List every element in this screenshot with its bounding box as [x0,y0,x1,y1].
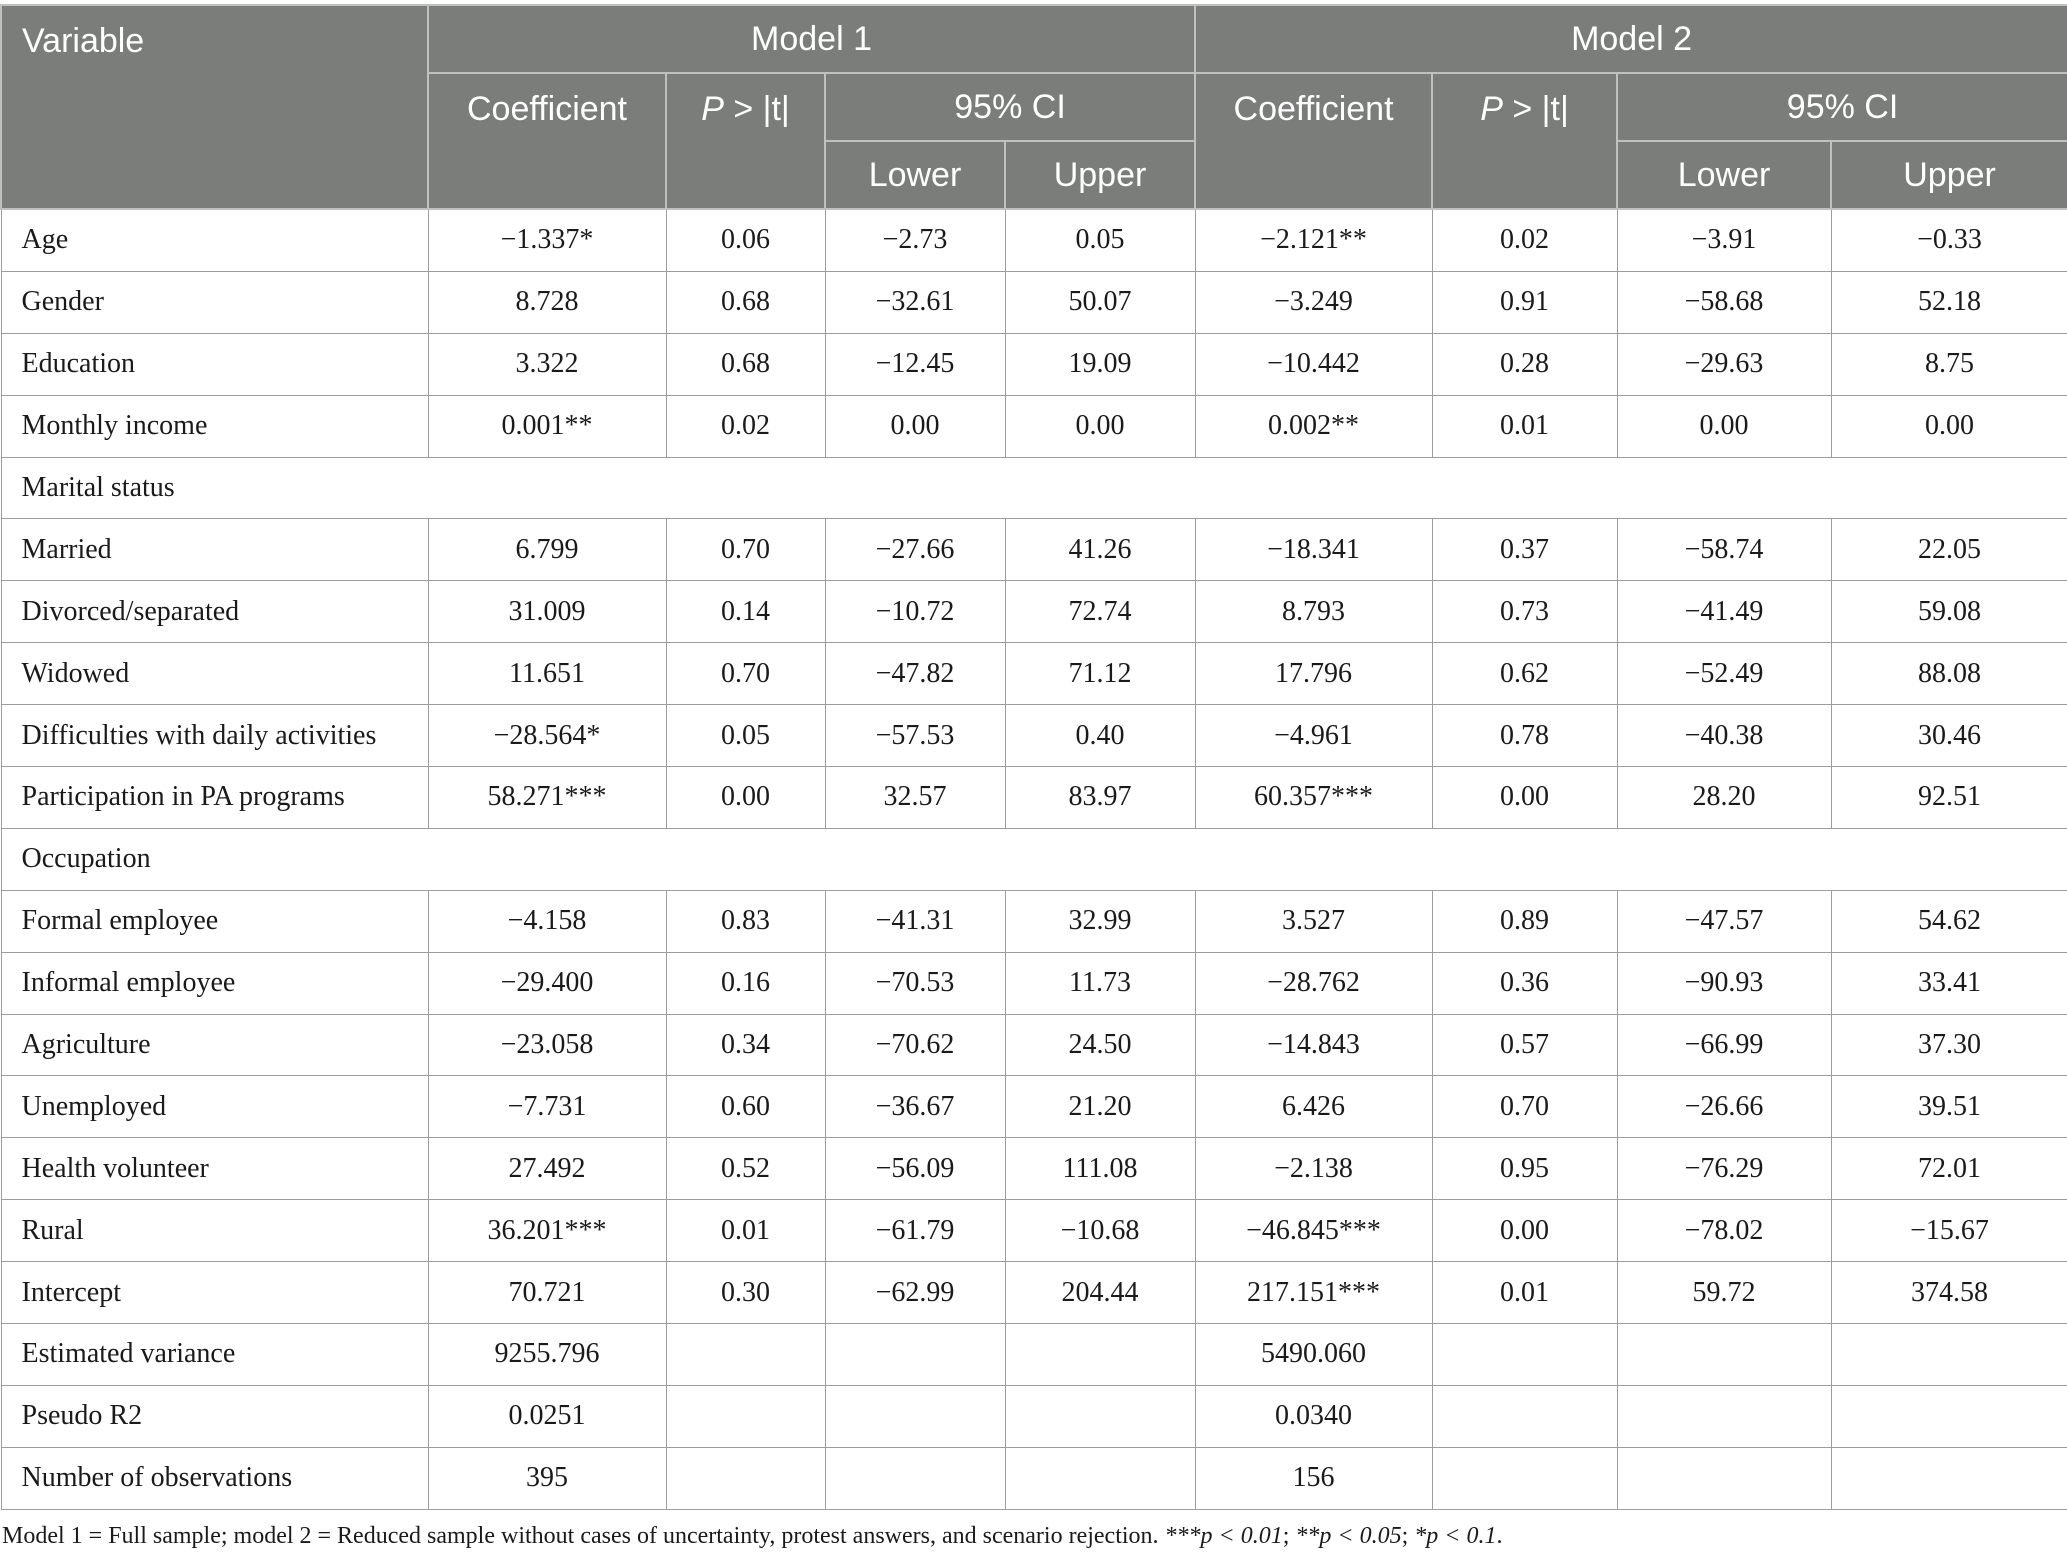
table-cell: 36.201*** [428,1200,666,1262]
table-row [1,1262,2067,1324]
table-cell [825,1447,1005,1509]
table-cell: 92.51 [1831,767,2067,829]
table-cell: 0.89 [1432,890,1617,952]
footnote-sep: ; [1282,1523,1296,1549]
table-cell: 0.00 [1617,395,1831,457]
table-cell: 0.0340 [1195,1385,1432,1447]
table-cell: −4.158 [428,890,666,952]
table-row [1,1324,2067,1386]
table-cell: 30.46 [1831,705,2067,767]
table-cell: 0.001** [428,395,666,457]
table-row [1,1014,2067,1076]
table-cell: 0.83 [666,890,825,952]
table-cell: 19.09 [1005,333,1195,395]
table-cell: −29.63 [1617,333,1831,395]
table-cell: 3.322 [428,333,666,395]
table-row [1,519,2067,581]
table-cell: 0.05 [1005,209,1195,271]
table-cell [1432,1385,1617,1447]
table-cell: 0.57 [1432,1014,1617,1076]
row-label: Gender [1,271,428,333]
regression-table [0,4,2067,1510]
table-body [1,209,2067,1509]
table-cell: −0.33 [1831,209,2067,271]
footnote-text: Model 1 = Full sample; model 2 = Reduced sample without cases of uncertainty, protest answers, and scenario rejection. [2,1523,1165,1549]
table-cell: −15.67 [1831,1200,2067,1262]
table-cell: 0.60 [666,1076,825,1138]
row-label: Agriculture [1,1014,428,1076]
table-cell [825,1324,1005,1386]
table-cell: 156 [1195,1447,1432,1509]
table-cell: 0.78 [1432,705,1617,767]
table-cell [825,1385,1005,1447]
table-cell: 22.05 [1831,519,2067,581]
table-cell: −52.49 [1617,643,1831,705]
row-label: Monthly income [1,395,428,457]
table-cell: −12.45 [825,333,1005,395]
table-cell: −76.29 [1617,1138,1831,1200]
table-cell: 37.30 [1831,1014,2067,1076]
section-label: Marital status [1,457,2067,519]
table-row [1,767,2067,829]
header-p-value-m1 [666,73,825,209]
table-cell: −28.564* [428,705,666,767]
p-italic: P [1480,90,1503,128]
table-cell: −56.09 [825,1138,1005,1200]
header-p-value-m2 [1432,73,1617,209]
table-cell: 111.08 [1005,1138,1195,1200]
footnote-sep: ; [1401,1523,1415,1549]
table-cell: 21.20 [1005,1076,1195,1138]
table-cell: −10.72 [825,581,1005,643]
table-cell: −46.845*** [1195,1200,1432,1262]
row-label: Rural [1,1200,428,1262]
footnote-end: . [1496,1523,1503,1549]
table-cell: 52.18 [1831,271,2067,333]
table-cell: −36.67 [825,1076,1005,1138]
table-cell: 0.06 [666,209,825,271]
table-cell: 0.02 [1432,209,1617,271]
table-cell: 59.72 [1617,1262,1831,1324]
table-row [1,1138,2067,1200]
table-footnote [2,1523,1503,1550]
row-label: Intercept [1,1262,428,1324]
table-cell: 0.00 [1005,395,1195,457]
table-cell: −32.61 [825,271,1005,333]
table-cell [1432,1447,1617,1509]
table-cell: 58.271*** [428,767,666,829]
footnote-sig-1: ***p < 0.01 [1164,1523,1283,1549]
table-cell: 59.08 [1831,581,2067,643]
table-cell: 32.99 [1005,890,1195,952]
table-cell: 54.62 [1831,890,2067,952]
table-cell: −78.02 [1617,1200,1831,1262]
table-cell: 374.58 [1831,1262,2067,1324]
table-cell: 72.01 [1831,1138,2067,1200]
table-header [1,5,2067,209]
table-cell [1831,1447,2067,1509]
table-cell: 0.37 [1432,519,1617,581]
table-cell: 0.91 [1432,271,1617,333]
header-model-1: Model 1 [428,5,1195,73]
table-cell: 83.97 [1005,767,1195,829]
table-row [1,395,2067,457]
row-label: Formal employee [1,890,428,952]
header-ci-m2: 95% CI [1617,73,2067,141]
table-cell: 3.527 [1195,890,1432,952]
row-label: Age [1,209,428,271]
table-cell: −40.38 [1617,705,1831,767]
footnote-sig-3: *p < 0.1 [1414,1523,1497,1549]
table-cell: 0.00 [1432,1200,1617,1262]
table-cell: −10.442 [1195,333,1432,395]
footnote-sig-2: **p < 0.05 [1295,1523,1402,1549]
table-row [1,1076,2067,1138]
table-cell: 0.68 [666,271,825,333]
table-cell: −10.68 [1005,1200,1195,1262]
table-cell: −66.99 [1617,1014,1831,1076]
table-cell: 0.36 [1432,952,1617,1014]
table-cell: −58.68 [1617,271,1831,333]
row-label: Health volunteer [1,1138,428,1200]
header-lower-m2: Lower [1617,141,1831,209]
table-cell: 204.44 [1005,1262,1195,1324]
table-cell: −47.57 [1617,890,1831,952]
table-cell: 8.75 [1831,333,2067,395]
table-cell: 6.799 [428,519,666,581]
table-cell: 0.00 [1831,395,2067,457]
table-cell: 0.00 [1432,767,1617,829]
table-cell [1005,1324,1195,1386]
table-cell: 6.426 [1195,1076,1432,1138]
table-cell: −14.843 [1195,1014,1432,1076]
table-cell: −18.341 [1195,519,1432,581]
row-label: Pseudo R2 [1,1385,428,1447]
table-cell: 0.70 [1432,1076,1617,1138]
header-coefficient-m1: Coefficient [428,73,666,209]
table-cell: 28.20 [1617,767,1831,829]
table-row [1,209,2067,271]
table-cell: −26.66 [1617,1076,1831,1138]
row-label: Difficulties with daily activities [1,705,428,767]
table-cell: 31.009 [428,581,666,643]
row-label: Education [1,333,428,395]
table-cell: −4.961 [1195,705,1432,767]
table-cell: 60.357*** [1195,767,1432,829]
table-cell: 0.70 [666,643,825,705]
table-cell [1005,1447,1195,1509]
table-cell: 0.02 [666,395,825,457]
table-cell: 24.50 [1005,1014,1195,1076]
table-cell [1005,1385,1195,1447]
table-cell: 0.95 [1432,1138,1617,1200]
table-cell: −2.138 [1195,1138,1432,1200]
table-cell: 0.16 [666,952,825,1014]
table-cell: −57.53 [825,705,1005,767]
table-cell: 41.26 [1005,519,1195,581]
table-cell: −3.249 [1195,271,1432,333]
table-cell: −28.762 [1195,952,1432,1014]
row-label: Participation in PA programs [1,767,428,829]
table-cell: 27.492 [428,1138,666,1200]
table-cell: 0.0251 [428,1385,666,1447]
table-row [1,1447,2067,1509]
table-cell [666,1447,825,1509]
table-cell [1617,1447,1831,1509]
header-upper-m1: Upper [1005,141,1195,209]
table-cell [1831,1385,2067,1447]
table-cell: −61.79 [825,1200,1005,1262]
table-cell: 88.08 [1831,643,2067,705]
table-cell [666,1385,825,1447]
table-cell: −70.53 [825,952,1005,1014]
table-cell [1432,1324,1617,1386]
table-row [1,952,2067,1014]
table-cell: −41.49 [1617,581,1831,643]
header-model-2: Model 2 [1195,5,2067,73]
table-cell: 9255.796 [428,1324,666,1386]
table-cell: 0.05 [666,705,825,767]
table-row [1,1385,2067,1447]
table-row [1,581,2067,643]
header-variable: Variable [1,5,428,209]
header-upper-m2: Upper [1831,141,2067,209]
table-cell: 0.73 [1432,581,1617,643]
table-cell: −2.73 [825,209,1005,271]
table-cell: 8.793 [1195,581,1432,643]
table-cell: 0.002** [1195,395,1432,457]
header-lower-m1: Lower [825,141,1005,209]
table-cell: −90.93 [1617,952,1831,1014]
p-rest: > |t| [1502,90,1569,128]
row-label: Number of observations [1,1447,428,1509]
table-row [1,271,2067,333]
table-cell: 0.00 [666,767,825,829]
header-coefficient-m2: Coefficient [1195,73,1432,209]
table-cell: 33.41 [1831,952,2067,1014]
table-cell: 395 [428,1447,666,1509]
table-cell: −23.058 [428,1014,666,1076]
table-cell: 70.721 [428,1262,666,1324]
table-cell: 17.796 [1195,643,1432,705]
table-cell: 0.01 [666,1200,825,1262]
table-cell: −47.82 [825,643,1005,705]
table-cell: −7.731 [428,1076,666,1138]
table-row [1,890,2067,952]
header-ci-m1: 95% CI [825,73,1195,141]
table-cell: 0.52 [666,1138,825,1200]
table-cell: 11.73 [1005,952,1195,1014]
row-label: Widowed [1,643,428,705]
table-container [0,4,2067,1510]
table-cell: 217.151*** [1195,1262,1432,1324]
table-cell: 0.14 [666,581,825,643]
table-cell: −2.121** [1195,209,1432,271]
table-cell: 71.12 [1005,643,1195,705]
header-row-1 [1,5,2067,73]
table-cell: 0.00 [825,395,1005,457]
table-cell: 0.28 [1432,333,1617,395]
table-cell: 32.57 [825,767,1005,829]
section-label: Occupation [1,828,2067,890]
table-row [1,705,2067,767]
table-cell: 11.651 [428,643,666,705]
section-row [1,828,2067,890]
table-cell: 8.728 [428,271,666,333]
table-cell: 0.34 [666,1014,825,1076]
table-cell: −70.62 [825,1014,1005,1076]
table-cell: −62.99 [825,1262,1005,1324]
row-label: Informal employee [1,952,428,1014]
table-cell: −41.31 [825,890,1005,952]
table-row [1,643,2067,705]
table-cell: 0.30 [666,1262,825,1324]
table-cell [1617,1324,1831,1386]
row-label: Unemployed [1,1076,428,1138]
table-cell: 0.70 [666,519,825,581]
row-label: Married [1,519,428,581]
p-italic: P [701,90,724,128]
table-cell: 39.51 [1831,1076,2067,1138]
table-cell: 5490.060 [1195,1324,1432,1386]
table-cell [666,1324,825,1386]
table-cell: 72.74 [1005,581,1195,643]
table-cell: −58.74 [1617,519,1831,581]
table-cell: −1.337* [428,209,666,271]
table-row [1,1200,2067,1262]
p-rest: > |t| [723,90,790,128]
table-cell [1617,1385,1831,1447]
table-cell: 0.01 [1432,395,1617,457]
table-cell: −3.91 [1617,209,1831,271]
table-cell: 0.01 [1432,1262,1617,1324]
row-label: Divorced/separated [1,581,428,643]
row-label: Estimated variance [1,1324,428,1386]
table-cell: −27.66 [825,519,1005,581]
table-row [1,333,2067,395]
table-cell: 0.40 [1005,705,1195,767]
table-cell: 0.62 [1432,643,1617,705]
section-row [1,457,2067,519]
table-cell [1831,1324,2067,1386]
table-cell: 50.07 [1005,271,1195,333]
table-cell: 0.68 [666,333,825,395]
table-cell: −29.400 [428,952,666,1014]
